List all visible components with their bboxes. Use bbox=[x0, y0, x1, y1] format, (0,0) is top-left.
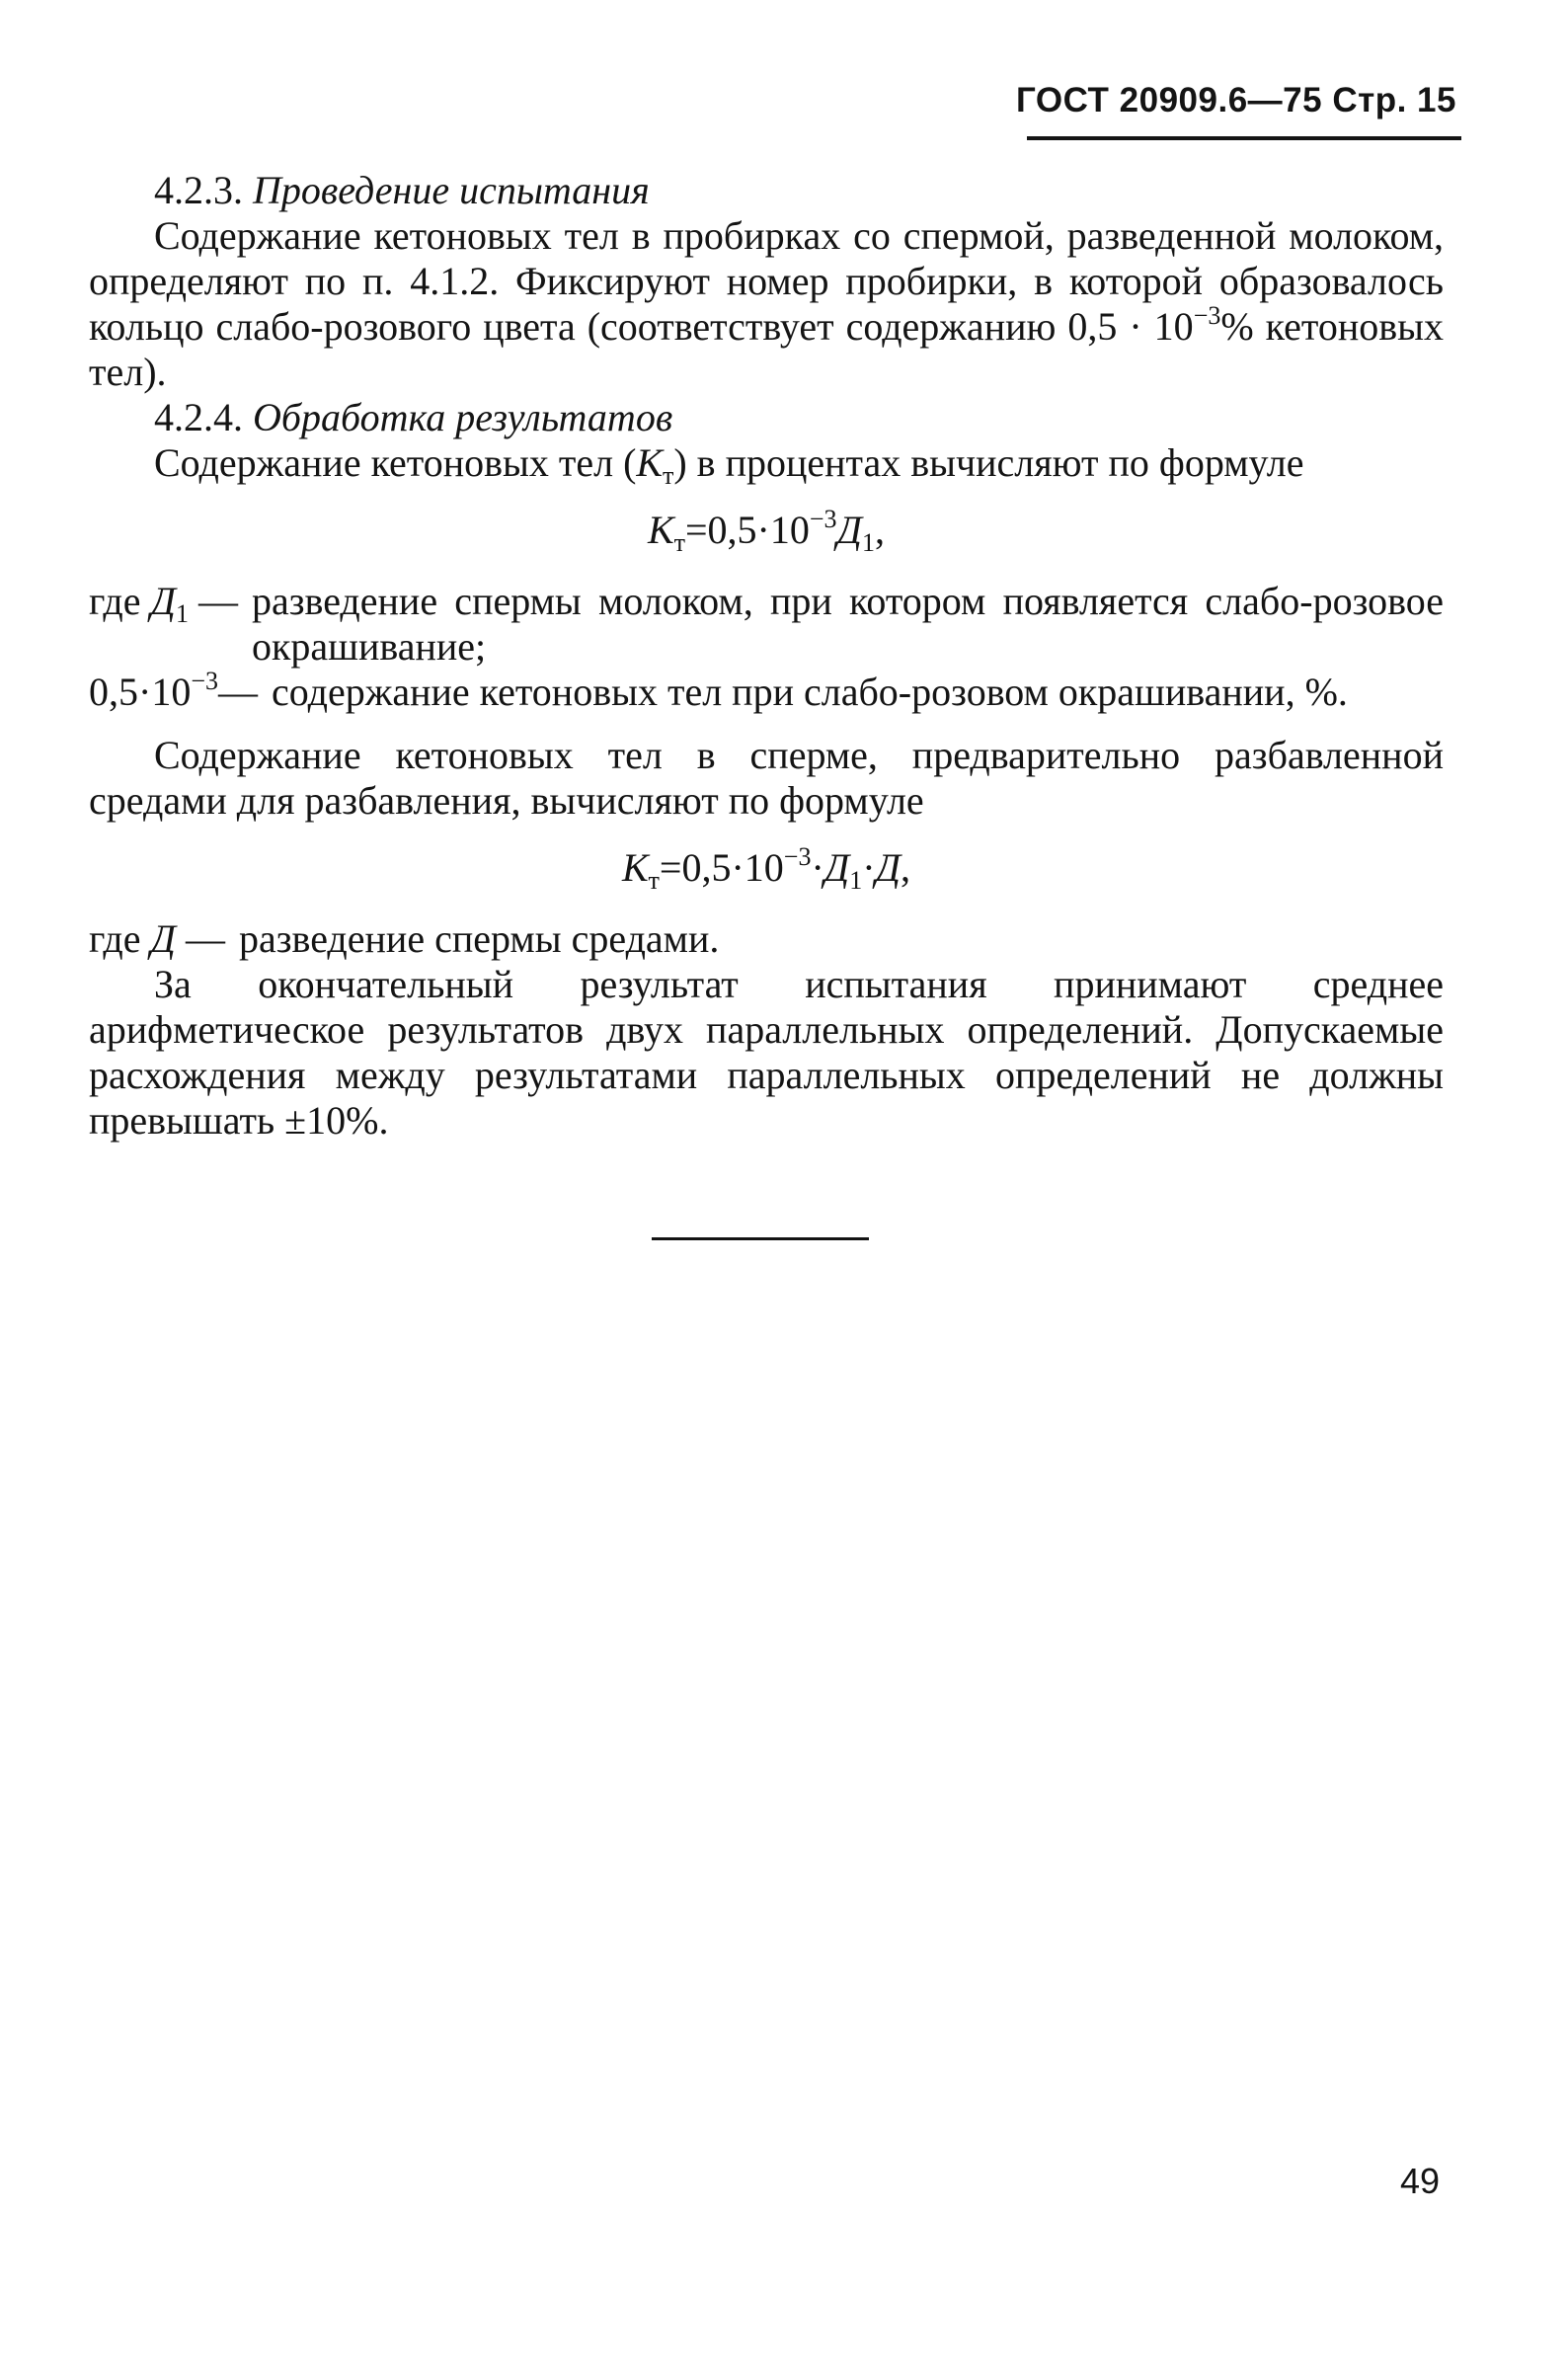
formula-exp: −3 bbox=[783, 842, 812, 871]
definition-d bbox=[89, 916, 1444, 962]
section-number: 4.2.4. bbox=[154, 395, 243, 439]
exponent: −3 bbox=[1193, 301, 1221, 330]
section-title: Обработка результатов bbox=[253, 395, 673, 439]
formula-lhs: К bbox=[648, 508, 674, 552]
term-exponent: −3 bbox=[191, 667, 218, 695]
formula-exp: −3 bbox=[809, 505, 837, 533]
formula-dot: · bbox=[862, 845, 876, 890]
formula-lhs-sub: т bbox=[673, 528, 685, 557]
intro-text: Содержание кетоновых тел ( bbox=[154, 440, 637, 485]
definition-desc: содержание кетоновых тел при слабо-розовом окрашивании, %. bbox=[272, 670, 1348, 714]
formula-lhs-sub: т bbox=[648, 866, 660, 895]
definition-term bbox=[89, 916, 239, 962]
header-rule bbox=[1027, 136, 1461, 140]
section-4-2-4-heading bbox=[89, 395, 1444, 440]
running-header: ГОСТ 20909.6—75 Стр. 15 bbox=[1016, 81, 1456, 119]
paragraph-text-tail: % кетоновых тел). bbox=[89, 304, 1444, 394]
definition-d1 bbox=[89, 579, 1444, 670]
formula-2 bbox=[89, 842, 1444, 895]
page-body bbox=[89, 168, 1444, 1144]
paragraph-text: Содержание кетоновых тел в пробирках со спермой, разведенной молоком, определяют по п. 4.1.2. Фиксируют номер пробирки, в которой образовалось кольцо слабо-розового цвета (соответствует содержанию 0,5 · 10 bbox=[89, 213, 1444, 349]
term-prefix: где bbox=[89, 916, 151, 961]
formula-tail: , bbox=[874, 508, 885, 552]
formula-var-sub: 1 bbox=[861, 528, 875, 557]
formula-var2: Д bbox=[875, 845, 902, 890]
section-number: 4.2.3. bbox=[154, 168, 243, 212]
formula-var: Д bbox=[823, 845, 850, 890]
definition-term bbox=[89, 579, 252, 670]
definition-desc: разведение спермы средами. bbox=[238, 916, 720, 961]
formula-var: Д bbox=[836, 508, 862, 552]
term-prefix: где bbox=[89, 579, 151, 623]
variable-k: К bbox=[636, 440, 663, 485]
term-variable: Д bbox=[150, 916, 176, 961]
subscript: т bbox=[662, 461, 674, 490]
section-title: Проведение испытания bbox=[253, 168, 650, 212]
formula-tail: , bbox=[901, 845, 911, 890]
definition-constant bbox=[89, 667, 1444, 715]
formula-1 bbox=[89, 505, 1444, 557]
intro-text-tail: ) в процентах вычисляют по формуле bbox=[673, 440, 1304, 485]
paragraph-diluted: Содержание кетоновых тел в сперме, предварительно разбавленной средами для разбавления, вычисляют по формуле bbox=[89, 733, 1444, 823]
term-variable: Д bbox=[150, 579, 176, 623]
definition-term bbox=[89, 667, 272, 715]
section-4-2-3-heading bbox=[89, 168, 1444, 213]
formula-eq: =0,5·10 bbox=[684, 508, 810, 552]
formula-var-sub: 1 bbox=[849, 866, 863, 895]
formula-intro bbox=[89, 440, 1444, 490]
formula-eq: =0,5·10 bbox=[659, 845, 784, 890]
term-dash: — bbox=[218, 670, 258, 714]
end-rule bbox=[652, 1237, 869, 1240]
section-4-2-3-text bbox=[89, 213, 1444, 395]
term-dash: — bbox=[175, 916, 225, 961]
term-dash: — bbox=[188, 579, 238, 623]
page-number: 49 bbox=[1399, 2161, 1440, 2201]
term-value: 0,5·10 bbox=[89, 670, 192, 714]
formula-dot: · bbox=[811, 845, 824, 890]
formula-lhs: К bbox=[621, 845, 649, 890]
paragraph-final-result: За окончательный результат испытания принимают среднее арифметическое результатов двух параллельных определений. Допускаемые расхождения между результатами параллельных определений не должны превышать ±10%. bbox=[89, 962, 1444, 1143]
definition-desc: разведение спермы молоком, при котором появляется слабо-розовое окрашивание; bbox=[251, 579, 1444, 669]
term-subscript: 1 bbox=[175, 599, 189, 628]
